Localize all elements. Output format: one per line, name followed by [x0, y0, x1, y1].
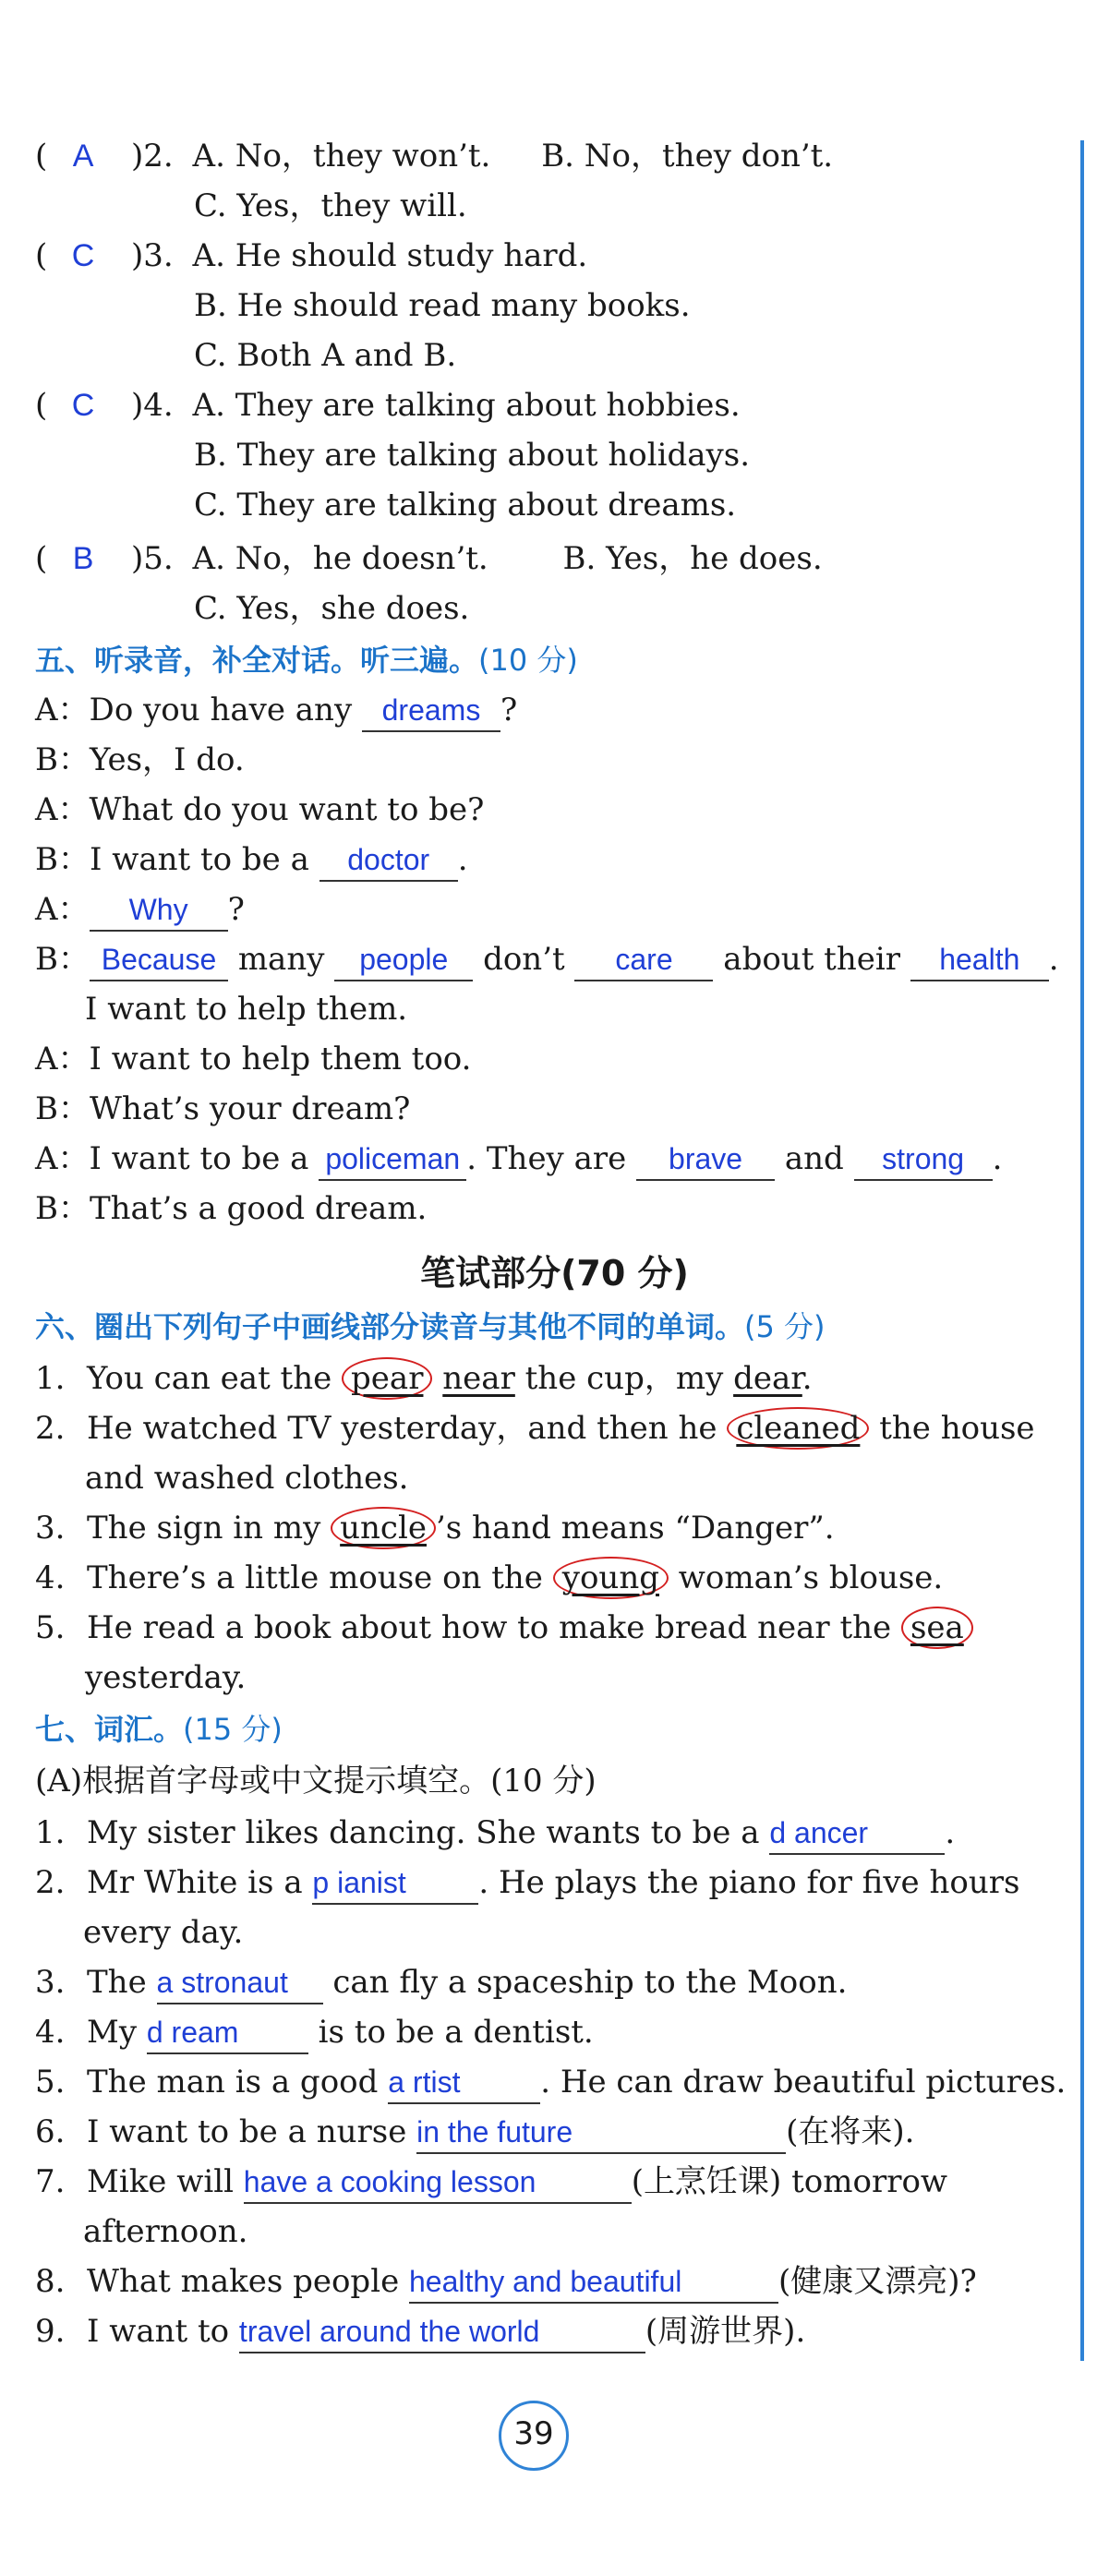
answer-blank: a rtist — [388, 2064, 540, 2104]
dialogue-line-3: A：What do you want to be? — [35, 791, 485, 828]
dialogue-line-4: B：I want to be a doctor . — [35, 835, 468, 885]
vocab-item-7: 7. Mike will have a cooking lesson (上烹饪课) tomorrow — [35, 2157, 947, 2207]
answer-blank: strong — [854, 1140, 993, 1181]
answer-blank: have a cooking lesson — [244, 2163, 632, 2204]
dialogue-line-8: A：I want to help them too. — [35, 1041, 472, 1077]
question-number: )4. — [131, 387, 174, 424]
answer-letter: C — [71, 238, 95, 273]
section-6-heading: 六、圈出下列句子中画线部分读音与其他不同的单词。(5 分) — [35, 1309, 826, 1344]
answer-letter: C — [71, 388, 95, 423]
answer-blank: d ream — [147, 2014, 308, 2054]
mc-question-4: ( C )4. A. They are talking about hobbies. — [35, 380, 741, 430]
answer-blank: brave — [636, 1140, 775, 1181]
vocab-item-4: 4. My d ream is to be a dentist. — [35, 2007, 594, 2057]
written-section-title: 笔试部分(70 分) — [420, 1253, 689, 1294]
option-b: B. Yes，he does. — [562, 540, 823, 577]
dialogue-line-10: A：I want to be a policeman . They are brave and strong . — [35, 1134, 1002, 1184]
phonics-item-1: 1. You can eat the pear near the cup，my dear. — [35, 1354, 813, 1403]
answer-letter: A — [72, 138, 94, 174]
answer-blank: p ianist — [312, 1864, 478, 1905]
answer-blank: a stronaut — [157, 1964, 323, 2004]
dialogue-line-6: B： Because many people don’t care about their health . — [35, 934, 1059, 984]
circled-answer: cleaned — [727, 1407, 869, 1450]
option-c: C. Yes，they will. — [194, 187, 467, 224]
answer-blank: in the future — [416, 2113, 786, 2154]
answer-blank: Because — [90, 941, 228, 981]
vocab-item-6: 6. I want to be a nurse in the future (在将来). — [35, 2107, 914, 2157]
option-b: B. They are talking about holidays. — [194, 437, 751, 474]
dialogue-line-7: I want to help them. — [85, 991, 408, 1028]
answer-blank: care — [574, 941, 713, 981]
answer-letter: B — [72, 541, 94, 576]
answer-blank: d ancer — [769, 1814, 945, 1855]
dialogue-line-1: A：Do you have any dreams ? — [35, 685, 517, 735]
answer-blank: dreams — [362, 692, 500, 732]
section-7-heading: 七、词汇。(15 分) — [35, 1712, 283, 1747]
answer-blank: doctor — [319, 841, 458, 882]
answer-blank: policeman — [319, 1140, 466, 1181]
option-b: B. No，they don’t. — [541, 138, 834, 175]
question-number: )5. — [131, 540, 174, 577]
dialogue-line-2: B：Yes，I do. — [35, 741, 245, 778]
vocab-item-5: 5. The man is a good a rtist . He can draw beautiful pictures. — [35, 2057, 1066, 2107]
option-a: A. No，they won’t. — [192, 138, 491, 175]
question-number: )2. — [131, 138, 174, 175]
vocab-item-1: 1. My sister likes dancing. She wants to be a d ancer . — [35, 1808, 955, 1858]
answer-blank: travel around the world — [239, 2313, 645, 2353]
answer-blank: people — [334, 941, 473, 981]
option-a: A. He should study hard. — [192, 237, 588, 274]
mc-question-3: ( C )3. A. He should study hard. — [35, 231, 587, 281]
part-a-instruction: (A)根据首字母或中文提示填空。(10 分) — [35, 1763, 597, 1800]
mc-question-5: ( B )5. A. No，he doesn’t. B. Yes，he does. — [35, 534, 823, 584]
dialogue-line-5: A： Why ? — [35, 885, 245, 934]
section-5-heading: 五、听录音，补全对话。听三遍。(10 分) — [35, 643, 578, 678]
answer-blank: healthy and beautiful — [409, 2263, 778, 2304]
option-b: B. He should read many books. — [194, 287, 691, 324]
phonics-item-5-continued: yesterday. — [85, 1659, 247, 1696]
phonics-item-2: 2. He watched TV yesterday，and then he cleaned the house — [35, 1403, 1035, 1453]
circled-answer: uncle — [331, 1507, 436, 1549]
circled-answer: young — [553, 1557, 669, 1599]
question-number: )3. — [131, 237, 174, 274]
option-c: C. Yes，she does. — [194, 590, 470, 627]
page-number: 39 — [499, 2401, 569, 2471]
option-a: A. They are talking about hobbies. — [192, 387, 741, 424]
mc-question-2: ( A )2. A. No，they won’t. B. No，they don’t. — [35, 131, 833, 181]
phonics-item-3: 3. The sign in my uncle ’s hand means “Danger”. — [35, 1503, 835, 1553]
option-c: C. Both A and B. — [194, 337, 457, 374]
phonics-item-5: 5. He read a book about how to make bread near the sea — [35, 1603, 973, 1653]
vocab-item-2-continued: every day. — [83, 1914, 244, 1951]
option-c: C. They are talking about dreams. — [194, 487, 737, 524]
answer-blank: health — [910, 941, 1049, 981]
vocab-item-2: 2. Mr White is a p ianist . He plays the piano for five hours — [35, 1858, 1019, 1908]
circled-answer: pear — [342, 1357, 432, 1400]
vocab-item-9: 9. I want to travel around the world (周游世界). — [35, 2306, 805, 2356]
vocab-item-8: 8. What makes people healthy and beautiful (健康又漂亮)? — [35, 2257, 977, 2306]
option-a: A. No，he doesn’t. — [192, 540, 488, 577]
vocab-item-7-continued: afternoon. — [83, 2213, 248, 2250]
circled-answer: sea — [901, 1607, 973, 1649]
phonics-item-2-continued: and washed clothes. — [85, 1460, 409, 1497]
answer-blank: Why — [90, 891, 228, 932]
dialogue-line-9: B：What’s your dream? — [35, 1090, 411, 1127]
phonics-item-4: 4. There’s a little mouse on the young woman’s blouse. — [35, 1553, 943, 1603]
vocab-item-3: 3. The a stronaut can fly a spaceship to the Moon. — [35, 1957, 847, 2007]
dialogue-line-11: B：That’s a good dream. — [35, 1190, 428, 1227]
